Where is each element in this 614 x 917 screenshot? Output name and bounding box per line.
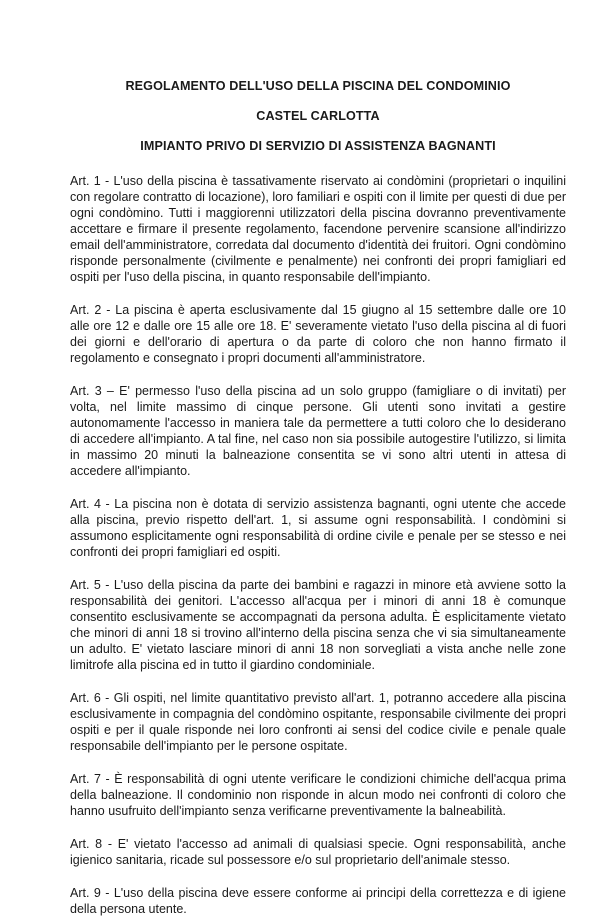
article-8: Art. 8 - E' vietato l'accesso ad animali di qualsiasi specie. Ogni responsabilità, anche igienico sanitaria, ricade sul possessore e/o sul proprietario dell'animale stesso. (70, 837, 566, 867)
document-subtitle-name: CASTEL CARLOTTA (256, 109, 380, 123)
article-2: Art. 2 - La piscina è aperta esclusivamente dal 15 giugno al 15 settembre dalle ore 10 alle ore 12 e dalle ore 15 alle ore 18. E' severamente vietato l'uso della piscina al di fuori dei giorni e dell'orario di apertura o da parte di coloro che non hanno firmato il regolamento e consegnato i propri documenti all'amministratore. (70, 303, 566, 365)
article-5: Art. 5 - L'uso della piscina da parte dei bambini e ragazzi in minore età avviene sotto la responsabilità dei genitori. L'accesso all'acqua per i minori di anni 18 è comunque consentito esclusivamente se accompagnati da persona adulta. È esplicitamente vietato che minori di anni 18 si trovino all'interno della piscina senza che vi sia simultaneamente un adulto. E' vietato lasciare minori di anni 18 non sorvegliati a vista anche nelle zone limitrofe alla piscina ed in tutto il giardino condominiale. (70, 578, 566, 672)
document-title: REGOLAMENTO DELL'USO DELLA PISCINA DEL CONDOMINIO (125, 79, 511, 93)
articles-list (70, 173, 566, 917)
article-7: Art. 7 - È responsabilità di ogni utente verificare le condizioni chimiche dell'acqua prima della balneazione. Il condominio non risponde in alcun modo nei confronti di coloro che hanno usufruito dell'impianto senza verificarne preventivamente la balneabilità. (70, 772, 566, 818)
article-9: Art. 9 - L'uso della piscina deve essere conforme ai principi della correttezza e di igiene della persona utente. (70, 886, 566, 916)
article-6: Art. 6 - Gli ospiti, nel limite quantitativo previsto all'art. 1, potranno accedere alla piscina esclusivamente in compagnia del condòmino ospitante, responsabile civilmente dei propri ospiti e per il quale risponde nei loro confronti ai sensi del codice civile e penale quale responsabile dell'impianto per le persone ospitate. (70, 691, 566, 753)
article-4: Art. 4 - La piscina non è dotata di servizio assistenza bagnanti, ogni utente che accede alla piscina, previo rispetto dell'art. 1, si assume ogni responsabilità. I condòmini si assumono esplicitamente ogni responsabilità di ordine civile e penale per se stesso e nei confronti dei propri famigliari ed ospiti. (70, 497, 566, 559)
document-subtitle-notice: IMPIANTO PRIVO DI SERVIZIO DI ASSISTENZA BAGNANTI (140, 139, 496, 153)
article-3: Art. 3 – E' permesso l'uso della piscina ad un solo gruppo (famigliare o di invitati) per volta, nel limite massimo di cinque persone. Gli utenti sono invitati a gestire autonomamente l'accesso in maniera tale da permettere a tutti coloro che lo desiderano di accedere all'impianto. A tal fine, nel caso non sia possibile autogestire l'utilizzo, si limita in massimo 20 minuti la balneazione consentita se vi sono altri utenti in attesa di accedere all'impianto. (70, 384, 566, 478)
article-1: Art. 1 - L'uso della piscina è tassativamente riservato ai condòmini (proprietari o inquilini con regolare contratto di locazione), loro familiari e ospiti con il limite per questi di due per ogni condòmino. Tutti i maggiorenni utilizzatori della piscina dovranno preventivamente accettare e firmare il presente regolamento, facendone pervenire scansione all'indirizzo email dell'amministratore, corredata dal documento d'identità dei fruitori. Ogni condòmino risponde personalmente (civilmente e penalmente) nei confronti dei propri famigliari ed ospiti per l'uso della piscina, in quanto responsabile dell'impianto. (70, 174, 566, 284)
